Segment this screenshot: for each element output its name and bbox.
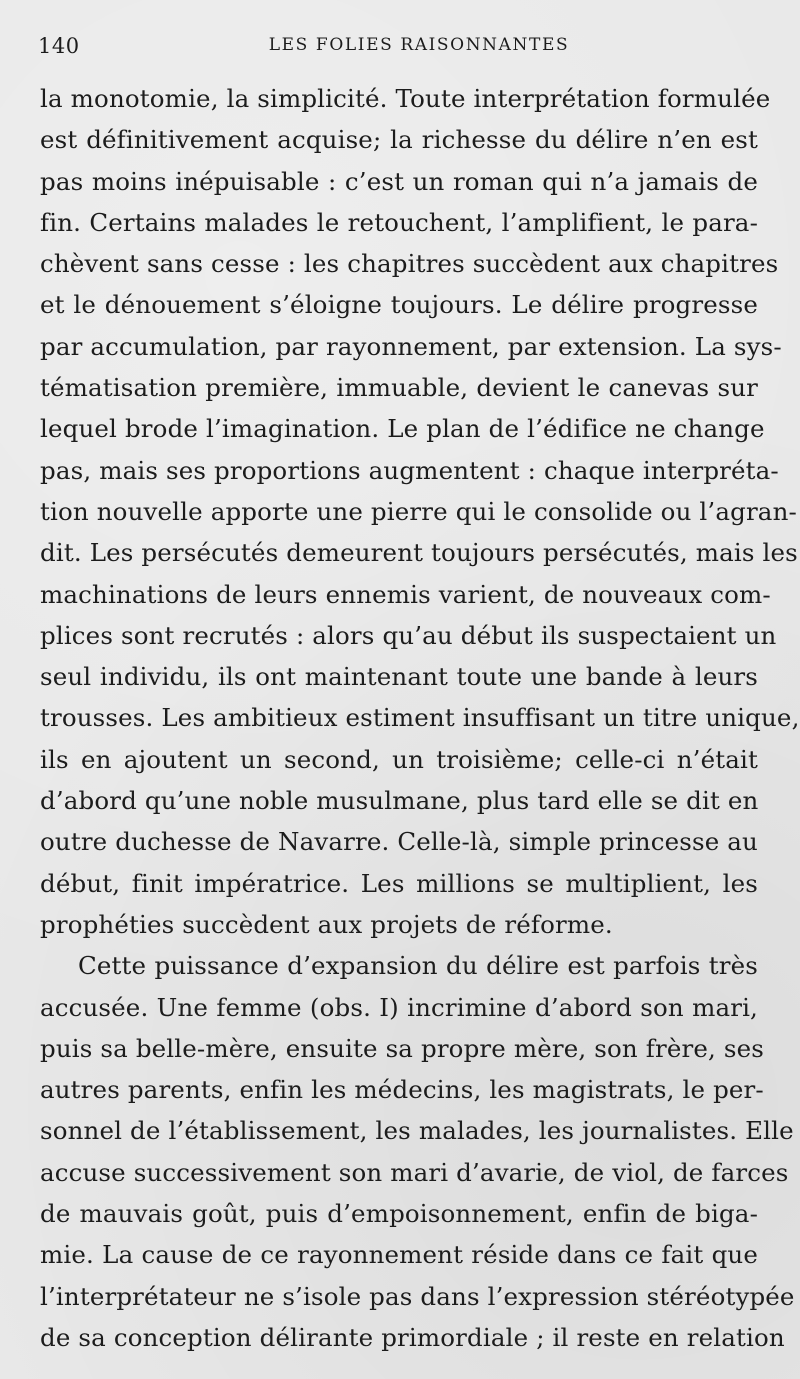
text-line: est définitivement acquise; la richesse du délire n’en est [40, 125, 758, 155]
text-line: seul individu, ils ont maintenant toute une bande à leurs [40, 662, 758, 692]
text-line: de mauvais goût, puis d’empoisonnement, enfin de biga- [40, 1199, 758, 1229]
text-line: la monotomie, la simplicité. Toute interprétation formulée [40, 84, 771, 113]
text-line: fin. Certains malades le retouchent, l’amplifient, le para- [40, 207, 758, 237]
text-line: sonnel de l’établissement, les malades, les journalistes. Elle [40, 1116, 794, 1146]
text-line: plices sont recrutés : alors qu’au début ils suspectaient un [40, 620, 777, 650]
text-line: mie. La cause de ce rayonnement réside dans ce fait que [40, 1240, 758, 1270]
text-line: pas moins inépuisable : c’est un roman qui n’a jamais de [40, 166, 758, 196]
text-line: par accumulation, par rayonnement, par extension. La sys- [40, 331, 782, 361]
text-line: outre duchesse de Navarre. Celle-là, simple princesse au [40, 827, 758, 857]
text-line: lequel brode l’imagination. Le plan de l’édifice ne change [40, 414, 765, 444]
running-head: LES FOLIES RAISONNANTES [268, 35, 570, 55]
text-line: tion nouvelle apporte une pierre qui le consolide ou l’agran- [40, 496, 797, 526]
text-line: puis sa belle-mère, ensuite sa propre mère, son frère, ses [40, 1033, 764, 1063]
text-line: l’interprétateur ne s’isole pas dans l’expression stéréotypée [40, 1281, 795, 1311]
text-line: accusée. Une femme (obs. I) incrimine d’abord son mari, [40, 992, 758, 1022]
text-line: de sa conception délirante primordiale ; il reste en relation [40, 1322, 785, 1352]
text-line: dit. Les persécutés demeurent toujours persécutés, mais les [40, 538, 798, 568]
text-line: pas, mais ses proportions augmentent : chaque interpréta- [40, 455, 779, 485]
body-text [40, 78, 800, 1358]
text-line: ils en ajoutent un second, un troisième; celle-ci n’était [40, 744, 758, 774]
text-line: d’abord qu’une noble musulmane, plus tard elle se dit en [40, 786, 759, 816]
text-line: machinations de leurs ennemis varient, de nouveaux com- [40, 579, 771, 609]
text-line: autres parents, enfin les médecins, les magistrats, le per- [40, 1075, 764, 1105]
text-line: chèvent sans cesse : les chapitres succèdent aux chapitres [40, 249, 779, 279]
paragraph-first-line: Cette puissance d’expansion du délire est parfois très [78, 951, 758, 981]
page-number: 140 [38, 34, 80, 58]
text-line: et le dénouement s’éloigne toujours. Le délire progresse [40, 290, 758, 320]
paragraph-last-line: prophéties succèdent aux projets de réforme. [40, 909, 613, 939]
page-header [38, 34, 760, 64]
text-line: tématisation première, immuable, devient le canevas sur [40, 373, 758, 403]
text-line: début, finit impératrice. Les millions se multiplient, les [40, 868, 758, 898]
text-line: trousses. Les ambitieux estiment insuffisant un titre unique, [40, 703, 800, 733]
text-line: accuse successivement son mari d’avarie, de viol, de farces [40, 1157, 789, 1187]
